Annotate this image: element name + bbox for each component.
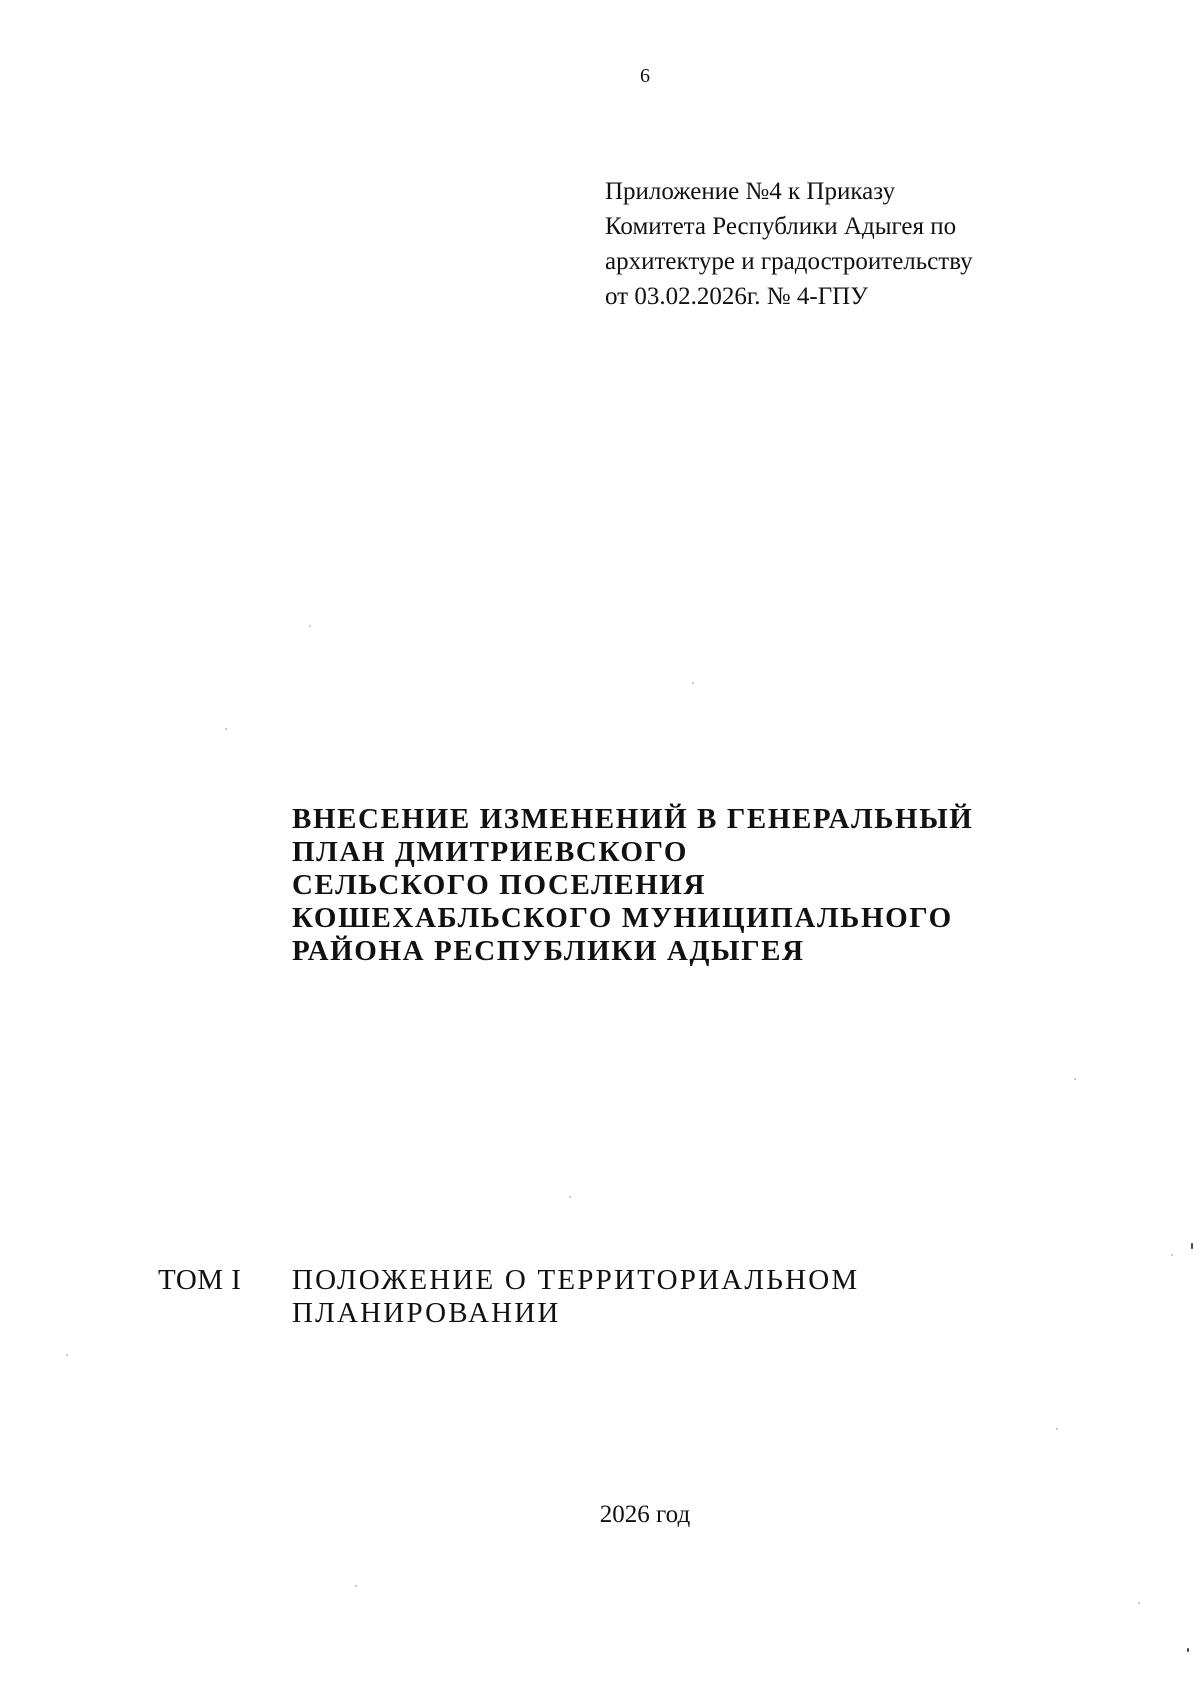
scan-speck xyxy=(309,625,311,627)
scan-speck xyxy=(1138,1602,1140,1604)
appendix-line: Комитета Республики Адыгея по xyxy=(605,213,957,240)
scan-mark xyxy=(1191,1243,1193,1249)
scan-speck xyxy=(569,1196,571,1198)
scan-speck xyxy=(225,728,227,730)
appendix-line: от 03.02.2026г. № 4-ГПУ xyxy=(605,283,868,310)
volume-title xyxy=(292,1264,1092,1330)
scan-speck xyxy=(1171,1254,1173,1256)
scan-mark xyxy=(1187,1648,1189,1652)
volume-title-line: ПЛАНИРОВАНИИ xyxy=(292,1297,561,1329)
title-line: СЕЛЬСКОГО ПОСЕЛЕНИЯ xyxy=(292,869,707,901)
document-title xyxy=(292,803,1142,968)
scan-speck xyxy=(1056,1428,1058,1430)
scan-speck xyxy=(355,1585,357,1587)
title-line: ПЛАН ДМИТРИЕВСКОГО xyxy=(292,836,688,868)
volume-title-line: ПОЛОЖЕНИЕ О ТЕРРИТОРИАЛЬНОМ xyxy=(292,1264,860,1296)
document-year: 2026 год xyxy=(599,1501,691,1528)
title-line: ВНЕСЕНИЕ ИЗМЕНЕНИЙ В ГЕНЕРАЛЬНЫЙ xyxy=(292,803,974,835)
scan-speck xyxy=(66,1354,68,1356)
title-line: РАЙОНА РЕСПУБЛИКИ АДЫГЕЯ xyxy=(292,935,805,967)
scan-speck xyxy=(1074,1078,1076,1080)
page-number: 6 xyxy=(640,65,650,87)
appendix-reference xyxy=(605,174,1145,314)
appendix-line: архитектуре и градостроительству xyxy=(605,248,973,275)
appendix-line: Приложение №4 к Приказу xyxy=(605,178,896,205)
scan-speck xyxy=(692,682,694,684)
title-line: КОШЕХАБЛЬСКОГО МУНИЦИПАЛЬНОГО xyxy=(292,902,953,934)
volume-label: ТОМ I xyxy=(158,1264,242,1296)
